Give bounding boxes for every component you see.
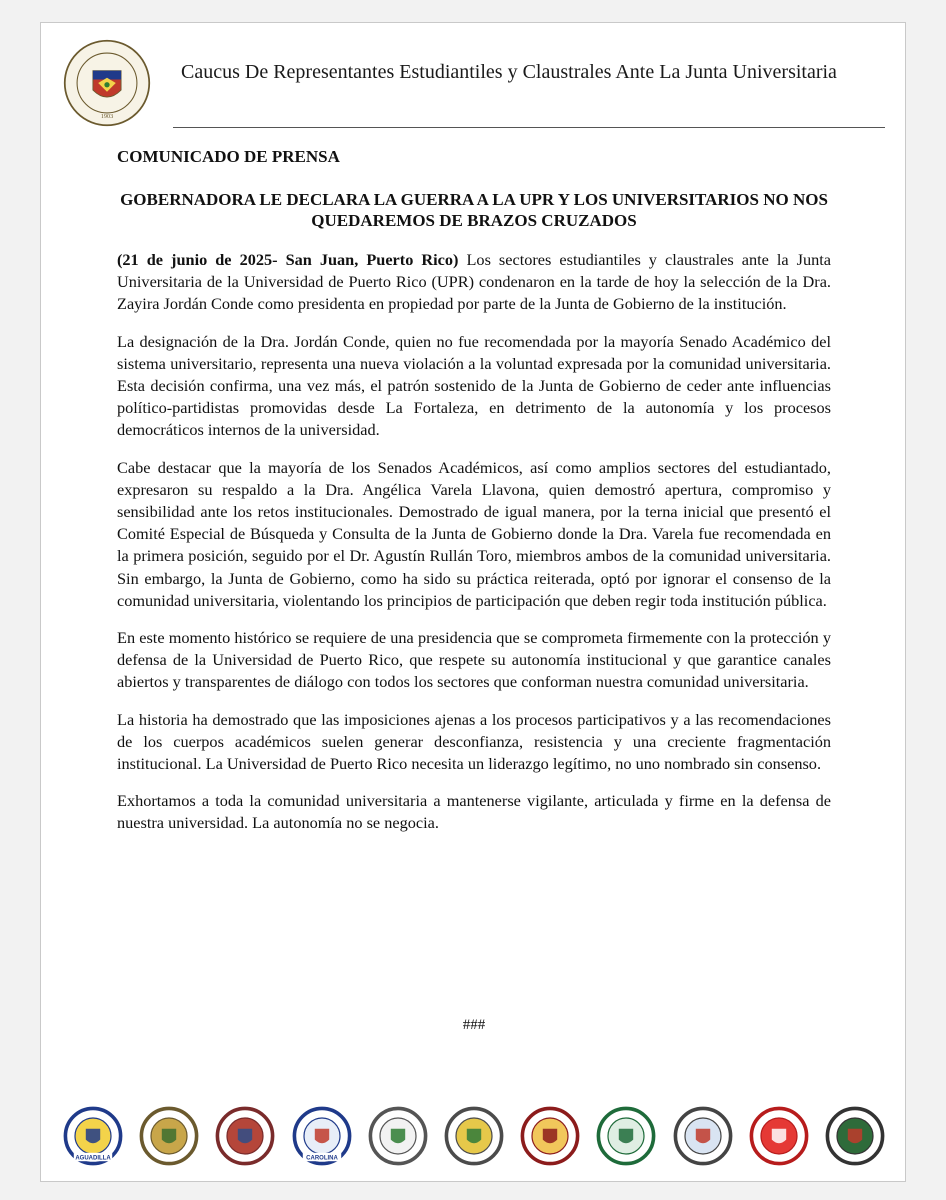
letterhead: [63, 39, 883, 129]
seal-3-logo: [215, 1106, 275, 1166]
seal-11-logo: [825, 1106, 885, 1166]
seal-9-logo: [673, 1106, 733, 1166]
seal-carolina-caption: CAROLINA: [305, 1155, 338, 1162]
headline: GOBERNADORA LE DECLARA LA GUERRA A LA UPR Y LOS UNIVERSITARIOS NO NOS QUEDAREMOS DE BRAZOS CRUZADOS: [120, 190, 828, 230]
paragraph-1-text: Los sectores estudiantiles y claustrales ante la Junta Universitaria de la Universidad de Puerto Rico (UPR) condenaron en la tarde de hoy la selección de la Dra. Zayira Jordán Conde como presidenta en propiedad por parte de la Junta de Gobierno de la institución.: [117, 250, 831, 314]
paragraph-3: Cabe destacar que la mayoría de los Senados Académicos, así como amplios sectores del estudiantado, expresaron su respaldo a la Dra. Angélica Varela Llavona, quien demostró apertura, compromiso y sensibilidad ante los retos institucionales. Demostrado de igual manera, por la terna inicial que presentó el Comité Especial de Búsqueda y Consulta de la Junta de Gobierno donde la Dra. Varela fue recomendada en la primera posición, seguido por el Dr. Agustín Rullán Toro, miembros ambos de la comunidad universitaria. Sin embargo, la Junta de Gobierno, como ha sido su práctica reiterada, optó por ignorar el consenso de la comunidad universitaria, violentando los principios de participación que deben regir toda institución pública.: [117, 457, 831, 610]
press-release-body: [117, 249, 831, 850]
seal-5-logo: [368, 1106, 428, 1166]
seal-2-logo: [139, 1106, 199, 1166]
seal-7-logo: [520, 1106, 580, 1166]
seal-aguadilla-logo: [63, 1106, 123, 1166]
paragraph-2: La designación de la Dra. Jordán Conde, quien no fue recomendada por la mayoría Senado Académico del sistema universitario, representa una nueva violación a la voluntad expresada por la comunidad universitaria. Esta decisión confirma, una vez más, el patrón sostenido de la Junta de Gobierno de ceder ante influencias político-partidistas promovidas desde La Fortaleza, en detrimento de la autonomía y los procesos democráticos internos de la universidad.: [117, 331, 831, 440]
paragraph-5: La historia ha demostrado que las imposiciones ajenas a los procesos participativos y a las recomendaciones de los cuerpos académicos suelen generar desconfianza, resistencia y una creciente fragmentación institucional. La Universidad de Puerto Rico necesita un liderazgo legítimo, no uno nombrado sin consenso.: [117, 709, 831, 774]
end-mark: ###: [462, 1017, 486, 1033]
seal-year: 1903: [100, 114, 114, 121]
header-divider: [173, 127, 885, 128]
seal-10-logo: [749, 1106, 809, 1166]
seal-carolina-logo: [292, 1106, 352, 1166]
paragraph-4: En este momento histórico se requiere de una presidencia que se comprometa firmemente con la protección y defensa de la Universidad de Puerto Rico, que respete su autonomía institucional y que garantice canales abiertos y transparentes de diálogo con todos los sectores que conforman nuestra comunidad universitaria.: [117, 628, 831, 692]
campus-seals-row: [63, 1101, 885, 1171]
seal-6-logo: [444, 1106, 504, 1166]
dateline: (21 de junio de 2025- San Juan, Puerto Rico): [117, 250, 459, 269]
paragraph-1: [117, 249, 831, 316]
seal-aguadilla-caption: AGUADILLA: [75, 1155, 111, 1162]
upr-seal-logo: [63, 39, 151, 127]
paragraph-6: Exhortamos a toda la comunidad universitaria a mantenerse vigilante, articulada y firme en la defensa de nuestra universidad. La autonomía no se negocia.: [117, 791, 831, 833]
seal-8-logo: [596, 1106, 656, 1166]
document-label: COMUNICADO DE PRENSA: [117, 147, 340, 166]
press-release-page: [40, 22, 906, 1182]
organization-title: Caucus De Representantes Estudiantiles y Claustrales Ante La Junta Universitaria: [181, 61, 837, 83]
